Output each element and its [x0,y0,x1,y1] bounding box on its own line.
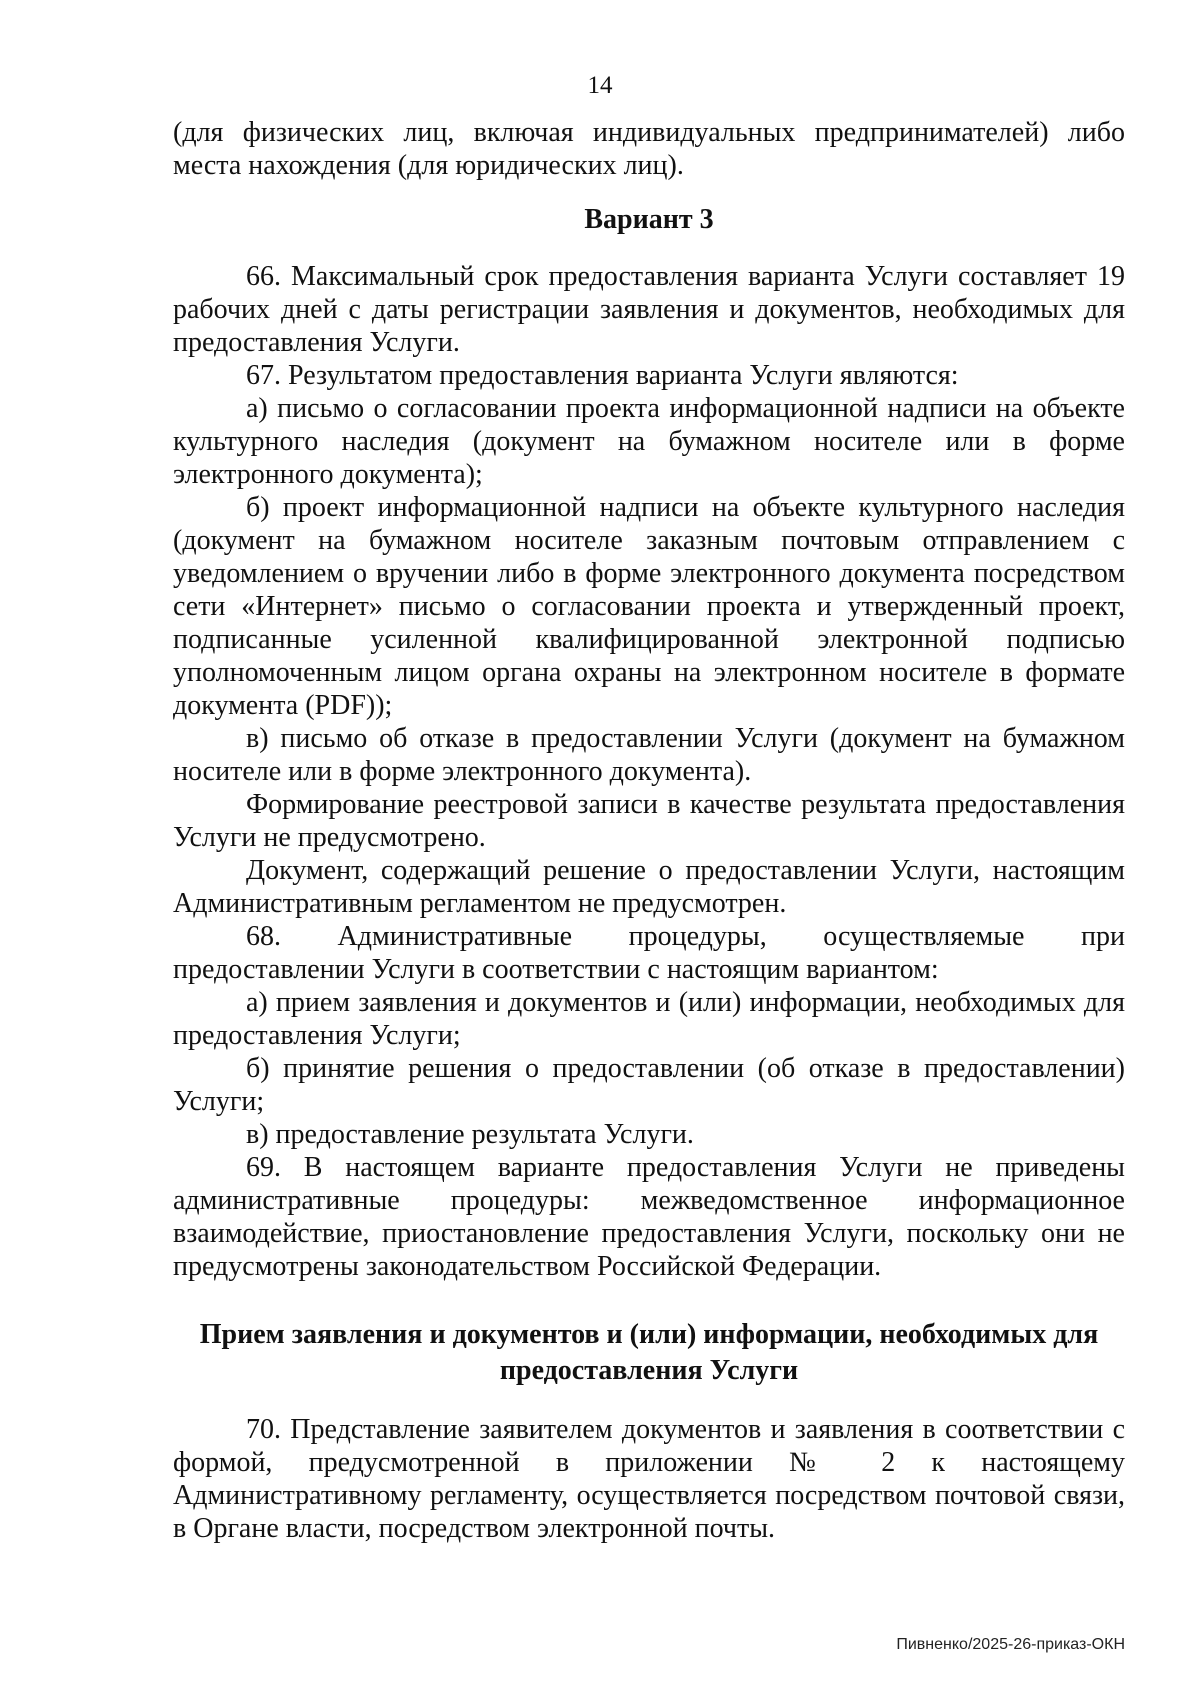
heading-variant: Вариант 3 [584,204,714,235]
document-footer-code: Пивненко/2025-26-приказ-ОКН [896,1636,1125,1653]
paragraph-70: 70. Представление заявителем документов и заявления в соответствии с формой, предусмотренной в приложении № 2 к настоящему Административному регламенту, осуществляется посредством почтовой связи, в Органе власти, посредством электронной почты. [173,1414,1125,1544]
paragraph-67: 67. Результатом предоставления варианта Услуги являются: [246,360,959,391]
paragraph-69: 69. В настоящем варианте предоставления Услуги не приведены административные процедуры: межведомственное информационное взаимодействие, приостановление предоставления Услуги, поскольку они не предусмотрены законодательством Российской Федерации. [173,1152,1125,1282]
paragraph-decision-document: Документ, содержащий решение о предоставлении Услуги, настоящим Административным регламентом не предусмотрен. [173,855,1125,919]
page-number: 14 [587,72,613,99]
paragraph-67-a: а) письмо о согласовании проекта информационной надписи на объекте культурного наследия (документ на бумажном носителе или в форме электронного документа); [173,393,1125,490]
paragraph-68-a: а) прием заявления и документов и (или) информации, необходимых для предоставления Услуги; [173,987,1125,1051]
intro-paragraph: (для физических лиц, включая индивидуальных предпринимателей) либо места нахождения (для юридических лиц). [173,117,1125,181]
paragraph-67-v: в) письмо об отказе в предоставлении Услуги (документ на бумажном носителе или в форме электронного документа). [173,723,1125,787]
paragraph-registry-record: Формирование реестровой записи в качестве результата предоставления Услуги не предусмотрено. [173,789,1125,853]
paragraph-67-b: б) проект информационной надписи на объекте культурного наследия (документ на бумажном носителе заказным почтовым отправлением с уведомлением о вручении либо в форме электронного документа посредством сети «Интернет» письмо о согласовании проекта и утвержденный проект, подписанные усиленной квалифицированной электронной подписью уполномоченным лицом органа охраны на электронном носителе в формате документа (PDF)); [173,492,1125,721]
paragraph-68-v: в) предоставление результата Услуги. [246,1119,694,1150]
paragraph-68-b: б) принятие решения о предоставлении (об отказе в предоставлении) Услуги; [173,1053,1125,1117]
heading-section-reception: Прием заявления и документов и (или) информации, необходимых для предоставления Услуги [199,1319,1099,1386]
document-body [173,116,1125,1545]
paragraph-66: 66. Максимальный срок предоставления варианта Услуги составляет 19 рабочих дней с даты регистрации заявления и документов, необходимых для предоставления Услуги. [173,261,1125,358]
paragraph-68: 68. Административные процедуры, осуществляемые при предоставлении Услуги в соответствии с настоящим вариантом: [173,921,1125,985]
